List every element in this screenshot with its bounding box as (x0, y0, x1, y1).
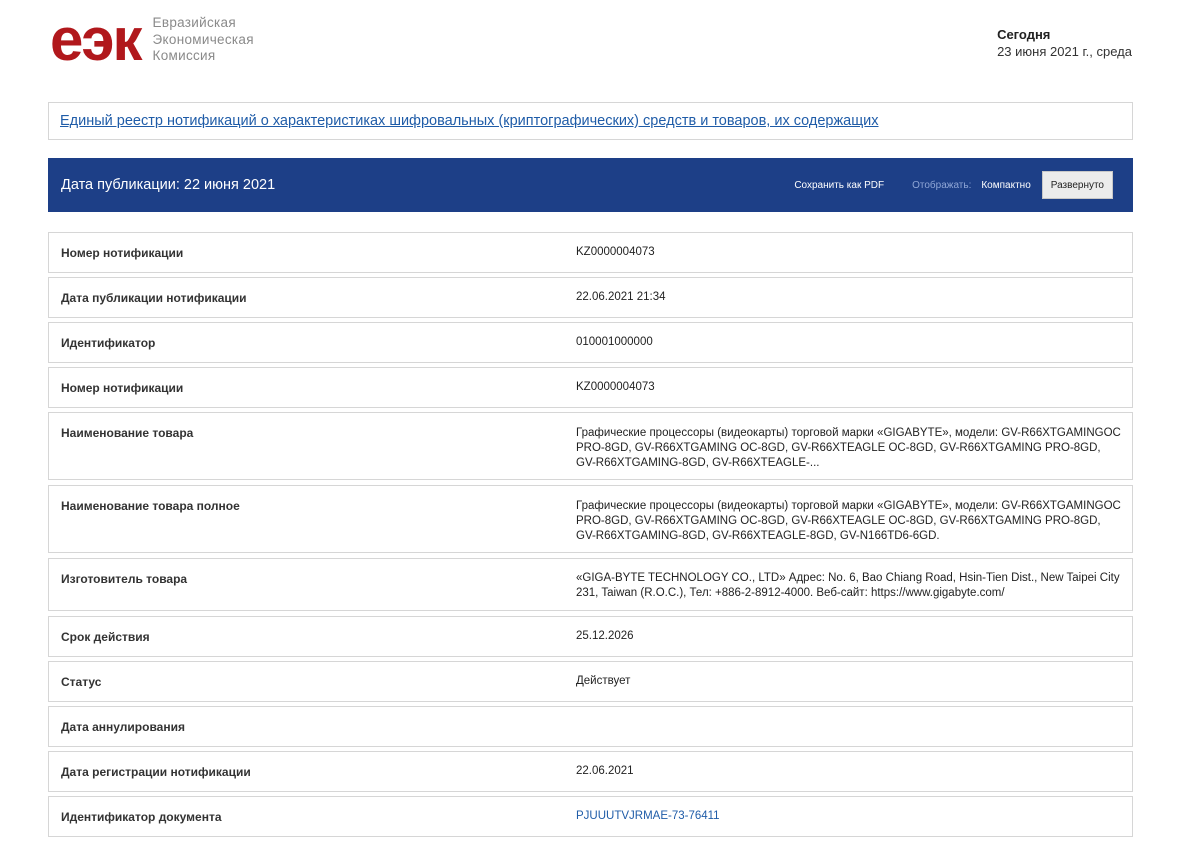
row-label: Номер нотификации (61, 381, 184, 395)
row-label: Дата регистрации нотификации (61, 765, 251, 779)
save-pdf-link[interactable]: Сохранить как PDF (794, 179, 885, 191)
detail-row-publication-date (48, 277, 1133, 318)
row-value: KZ0000004073 (576, 381, 655, 393)
detail-row-cancellation-date (48, 706, 1133, 747)
row-value: 22.06.2021 21:34 (576, 291, 666, 303)
detail-row-notification-number (48, 232, 1133, 273)
row-label: Идентификатор (61, 336, 156, 350)
row-value: 22.06.2021 (576, 765, 634, 777)
logo-letters: еэк (50, 6, 141, 73)
document-id-link[interactable]: PJUUUTVJRMAE-73-76411 (576, 810, 720, 822)
row-value: 25.12.2026 (576, 630, 634, 642)
expanded-mode-button[interactable]: Развернуто (1042, 171, 1113, 199)
publication-date: Дата публикации: 22 июня 2021 (61, 177, 276, 193)
today-block (997, 26, 1132, 60)
row-label: Дата публикации нотификации (61, 291, 247, 305)
row-label: Срок действия (61, 630, 150, 644)
logo-caption-line-2: Экономическая (152, 31, 254, 47)
logo-mark (50, 6, 141, 73)
display-controls (794, 158, 1113, 212)
publication-bar (48, 158, 1133, 212)
row-value: KZ0000004073 (576, 246, 655, 258)
logo-caption (153, 15, 254, 65)
display-mode-label: Отображать: (912, 179, 972, 191)
row-label: Идентификатор документа (61, 810, 222, 824)
row-label: Дата аннулирования (61, 720, 185, 734)
row-label: Статус (61, 675, 102, 689)
today-date: 23 июня 2021 г., среда (997, 44, 1132, 59)
row-value: Графические процессоры (видеокарты) торговой марки «GIGABYTE», модели: GV-R66XTGAMINGOC PRO-8GD, GV-R66XTGAMING OC-8GD, GV-R66XTEAGLE OC-8GD, GV-R66XTGAMING PRO-8GD, GV-R66XTGAMING-8GD, GV-R66XTEAGLE-... (576, 427, 1121, 469)
row-label: Наименование товара полное (61, 499, 240, 513)
row-value: Действует (576, 675, 631, 687)
row-value: «GIGA-BYTE TECHNOLOGY CO., LTD» Адрес: No. 6, Bao Chiang Road, Hsin-Tien Dist., New Taipei City 231, Taiwan (R.O.C.), Тел: +886-2-8912-4000. Веб-сайт: https://www.gigabyte.com/ (576, 572, 1120, 599)
logo-caption-line-3: Комиссия (152, 48, 216, 64)
detail-row-identifier (48, 322, 1133, 363)
row-label: Номер нотификации (61, 246, 184, 260)
detail-row-manufacturer (48, 558, 1133, 611)
detail-row-notification-number-2 (48, 367, 1133, 408)
detail-row-status (48, 661, 1133, 702)
detail-row-document-id (48, 796, 1133, 837)
row-label: Изготовитель товара (61, 572, 188, 586)
row-label: Наименование товара (61, 426, 194, 440)
detail-row-product-name (48, 412, 1133, 480)
page-header (0, 0, 1200, 90)
row-value: 010001000000 (576, 336, 653, 348)
registry-link[interactable]: Единый реестр нотификаций о характеристиках шифровальных (криптографических) средств и товаров, их содержащих (60, 113, 879, 129)
eec-logo[interactable] (50, 6, 254, 73)
compact-mode-button[interactable]: Компактно (981, 179, 1031, 191)
registry-title-box (48, 102, 1133, 140)
detail-row-validity (48, 616, 1133, 657)
detail-row-registration-date (48, 751, 1133, 792)
logo-caption-line-1: Евразийская (152, 15, 236, 31)
detail-row-product-name-full (48, 485, 1133, 553)
row-value: Графические процессоры (видеокарты) торговой марки «GIGABYTE», модели: GV-R66XTGAMINGOC PRO-8GD, GV-R66XTGAMING OC-8GD, GV-R66XTEAGLE OC-8GD, GV-R66XTGAMING PRO-8GD, GV-R66XTGAMING-8GD, GV-R66XTEAGLE-8GD, GV-N166TD6-6GD. (576, 500, 1121, 542)
today-label: Сегодня (997, 27, 1051, 42)
